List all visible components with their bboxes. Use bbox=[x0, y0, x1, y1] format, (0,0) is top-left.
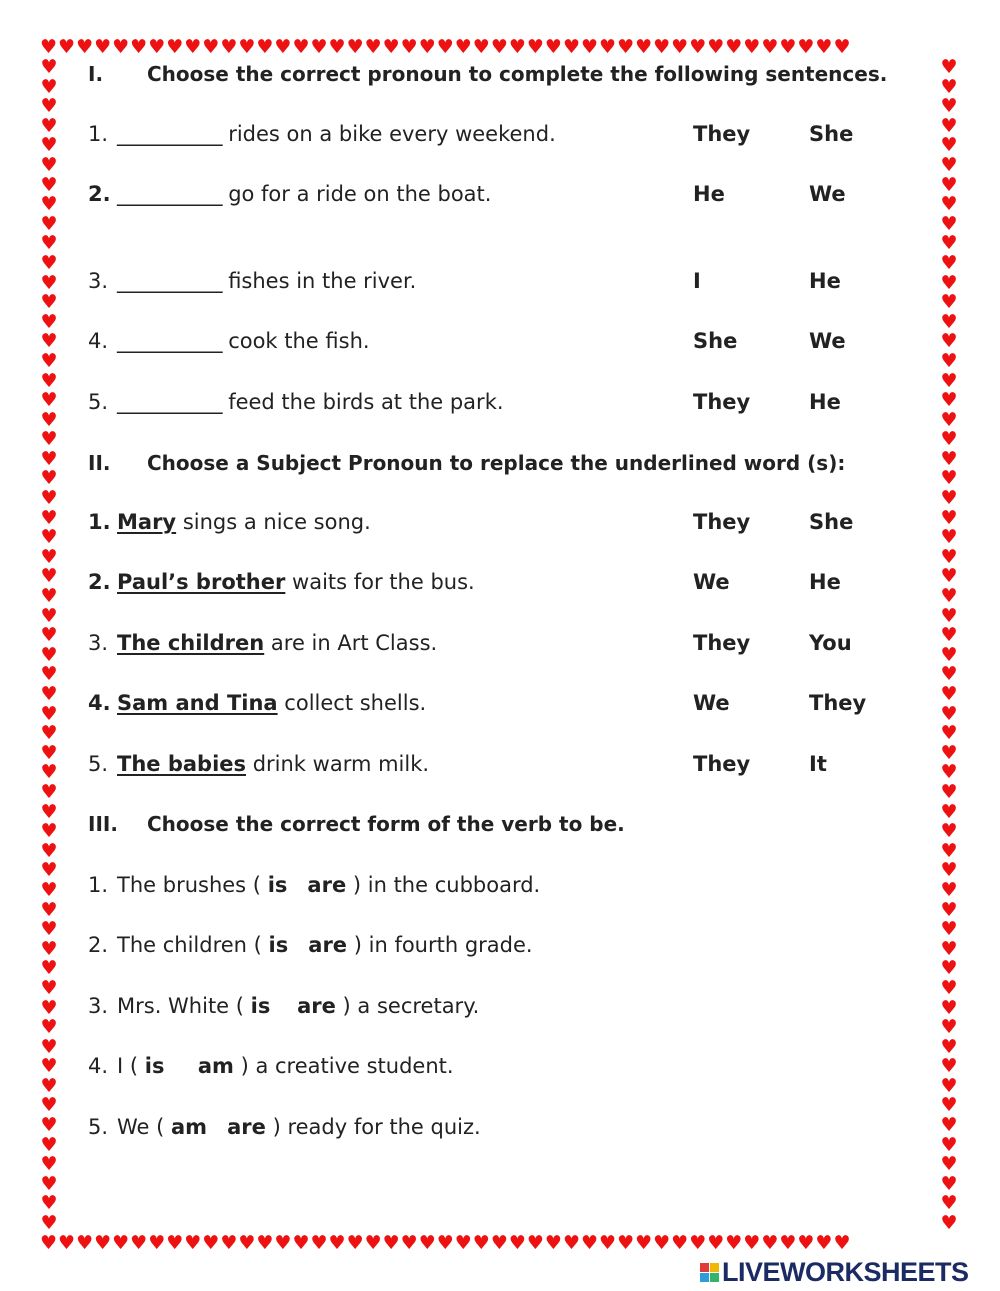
option-2[interactable]: We bbox=[809, 182, 846, 206]
heart-icon: ♥ bbox=[940, 722, 958, 745]
heart-border-left bbox=[38, 58, 60, 1234]
heart-icon: ♥ bbox=[40, 1153, 58, 1176]
question-text: The children ( is are ) in fourth grade. bbox=[117, 933, 533, 957]
heart-icon: ♥ bbox=[940, 95, 958, 118]
heart-icon: ♥ bbox=[940, 1035, 958, 1058]
heart-icon: ♥ bbox=[40, 996, 58, 1019]
logo-square bbox=[700, 1273, 709, 1282]
question-text: The brushes ( is are ) in the cubboard. bbox=[117, 873, 541, 897]
heart-icon: ♥ bbox=[940, 193, 958, 216]
section-3-heading bbox=[88, 808, 888, 840]
option-1[interactable]: They bbox=[693, 122, 751, 146]
option-1[interactable]: We bbox=[693, 691, 730, 715]
heart-icon: ♥ bbox=[940, 526, 958, 549]
heart-icon: ♥ bbox=[940, 839, 958, 862]
section-2-heading bbox=[88, 447, 888, 479]
heart-icon: ♥ bbox=[940, 153, 958, 176]
heart-icon: ♥ bbox=[40, 1035, 58, 1058]
heart-icon: ♥ bbox=[40, 1172, 58, 1195]
s3-question-2 bbox=[88, 929, 888, 961]
s1-question-1 bbox=[88, 118, 888, 150]
section-3-numeral: III. bbox=[88, 812, 118, 836]
option-2[interactable]: We bbox=[809, 329, 846, 353]
answer-blank[interactable]: ___________ bbox=[117, 269, 222, 293]
question-text: ___________ cook the fish. bbox=[117, 329, 370, 353]
heart-icon: ♥ bbox=[940, 114, 958, 137]
heart-icon: ♥ bbox=[940, 1172, 958, 1195]
s2-question-5 bbox=[88, 748, 888, 780]
choice-1[interactable]: is bbox=[267, 873, 288, 897]
question-number: 1. bbox=[88, 122, 109, 146]
option-1[interactable]: We bbox=[693, 570, 730, 594]
logo-square bbox=[710, 1273, 719, 1282]
question-text: ___________ rides on a bike every weekend. bbox=[117, 122, 556, 146]
heart-icon: ♥ bbox=[40, 1074, 58, 1097]
heart-icon: ♥ bbox=[940, 310, 958, 333]
logo-square bbox=[700, 1263, 709, 1272]
heart-icon: ♥ bbox=[940, 1055, 958, 1078]
heart-icon: ♥ bbox=[40, 95, 58, 118]
heart-icon: ♥ bbox=[40, 800, 58, 823]
heart-icon: ♥ bbox=[40, 467, 58, 490]
heart-icon: ♥ bbox=[40, 878, 58, 901]
heart-icon: ♥ bbox=[40, 408, 58, 431]
option-1[interactable]: They bbox=[693, 752, 751, 776]
heart-icon: ♥ bbox=[940, 761, 958, 784]
heart-icon: ♥ bbox=[940, 1094, 958, 1117]
answer-blank[interactable]: ___________ bbox=[117, 329, 222, 353]
heart-icon: ♥ bbox=[940, 369, 958, 392]
heart-icon: ♥ bbox=[940, 1114, 958, 1137]
answer-blank[interactable]: ___________ bbox=[117, 390, 222, 414]
heart-icon: ♥ bbox=[940, 957, 958, 980]
question-text: We ( am are ) ready for the quiz. bbox=[117, 1115, 481, 1139]
heart-icon: ♥ bbox=[940, 75, 958, 98]
heart-icon: ♥ bbox=[940, 271, 958, 294]
heart-icon: ♥ bbox=[940, 408, 958, 431]
option-2[interactable]: He bbox=[809, 570, 841, 594]
option-1[interactable]: They bbox=[693, 510, 751, 534]
section-2-numeral: II. bbox=[88, 451, 111, 475]
heart-icon: ♥ bbox=[940, 1153, 958, 1176]
heart-icon: ♥ bbox=[940, 487, 958, 510]
question-number: 5. bbox=[88, 390, 109, 414]
question-number: 1. bbox=[88, 510, 111, 534]
heart-icon: ♥ bbox=[940, 173, 958, 196]
question-number: 4. bbox=[88, 1054, 109, 1078]
heart-icon: ♥ bbox=[40, 585, 58, 608]
question-text: Paul’s brother waits for the bus. bbox=[117, 570, 475, 594]
option-2[interactable]: He bbox=[809, 269, 841, 293]
option-2[interactable]: You bbox=[809, 631, 852, 655]
heart-border-top: ♥♥♥♥♥♥♥♥♥♥♥♥♥♥♥♥♥♥♥♥♥♥♥♥♥♥♥♥♥♥♥♥♥♥♥♥♥♥♥♥♥♥♥♥♥ bbox=[40, 38, 852, 58]
heart-icon: ♥ bbox=[940, 330, 958, 353]
heart-icon: ♥ bbox=[40, 173, 58, 196]
heart-icon: ♥ bbox=[40, 271, 58, 294]
answer-blank[interactable]: ___________ bbox=[117, 182, 222, 206]
heart-icon: ♥ bbox=[40, 545, 58, 568]
question-number: 2. bbox=[88, 570, 111, 594]
s1-question-2 bbox=[88, 178, 888, 210]
heart-icon: ♥ bbox=[40, 780, 58, 803]
section-3-title: Choose the correct form of the verb to be. bbox=[147, 812, 625, 836]
heart-icon: ♥ bbox=[940, 134, 958, 157]
section-2-title: Choose a Subject Pronoun to replace the underlined word (s): bbox=[147, 451, 846, 475]
section-1-heading bbox=[88, 58, 888, 90]
s3-question-5 bbox=[88, 1111, 888, 1143]
option-2[interactable]: She bbox=[809, 510, 854, 534]
heart-icon: ♥ bbox=[940, 467, 958, 490]
question-number: 3. bbox=[88, 269, 109, 293]
logo-square bbox=[710, 1263, 719, 1272]
heart-icon: ♥ bbox=[40, 251, 58, 274]
heart-icon: ♥ bbox=[940, 859, 958, 882]
question-text: Mary sings a nice song. bbox=[117, 510, 371, 534]
question-text: The children are in Art Class. bbox=[117, 631, 438, 655]
answer-blank[interactable]: ___________ bbox=[117, 122, 222, 146]
s2-question-4 bbox=[88, 687, 888, 719]
s3-question-4 bbox=[88, 1050, 888, 1082]
heart-icon: ♥ bbox=[40, 291, 58, 314]
question-text: Mrs. White ( is are ) a secretary. bbox=[117, 994, 480, 1018]
option-1[interactable]: They bbox=[693, 631, 751, 655]
question-number: 4. bbox=[88, 691, 111, 715]
heart-icon: ♥ bbox=[40, 937, 58, 960]
heart-icon: ♥ bbox=[940, 976, 958, 999]
heart-icon: ♥ bbox=[40, 1055, 58, 1078]
question-text: ___________ fishes in the river. bbox=[117, 269, 417, 293]
heart-icon: ♥ bbox=[40, 526, 58, 549]
heart-icon: ♥ bbox=[940, 1212, 958, 1234]
heart-icon: ♥ bbox=[940, 1133, 958, 1156]
question-number: 2. bbox=[88, 933, 109, 957]
heart-icon: ♥ bbox=[940, 702, 958, 725]
heart-icon: ♥ bbox=[40, 487, 58, 510]
heart-icon: ♥ bbox=[940, 624, 958, 647]
underlined-subject: Sam and Tina bbox=[117, 691, 278, 715]
heart-icon: ♥ bbox=[940, 898, 958, 921]
heart-icon: ♥ bbox=[940, 604, 958, 627]
heart-icon: ♥ bbox=[940, 1016, 958, 1039]
heart-icon: ♥ bbox=[40, 330, 58, 353]
heart-icon: ♥ bbox=[940, 937, 958, 960]
heart-icon: ♥ bbox=[40, 839, 58, 862]
heart-icon: ♥ bbox=[40, 741, 58, 764]
heart-icon: ♥ bbox=[40, 232, 58, 255]
heart-icon: ♥ bbox=[40, 663, 58, 686]
heart-icon: ♥ bbox=[940, 58, 958, 78]
heart-icon: ♥ bbox=[940, 800, 958, 823]
s1-question-3 bbox=[88, 265, 888, 297]
option-1[interactable]: He bbox=[693, 182, 725, 206]
heart-icon: ♥ bbox=[940, 878, 958, 901]
heart-icon: ♥ bbox=[40, 624, 58, 647]
heart-icon: ♥ bbox=[940, 447, 958, 470]
heart-icon: ♥ bbox=[940, 545, 958, 568]
heart-icon: ♥ bbox=[40, 193, 58, 216]
choice-1[interactable]: am bbox=[171, 1115, 208, 1139]
s2-question-3 bbox=[88, 627, 888, 659]
heart-icon: ♥ bbox=[40, 898, 58, 921]
heart-icon: ♥ bbox=[40, 389, 58, 412]
heart-icon: ♥ bbox=[40, 761, 58, 784]
question-text: I ( is am ) a creative student. bbox=[117, 1054, 454, 1078]
heart-icon: ♥ bbox=[40, 565, 58, 588]
heart-icon: ♥ bbox=[40, 506, 58, 529]
heart-icon: ♥ bbox=[940, 741, 958, 764]
s1-question-5 bbox=[88, 386, 888, 418]
heart-border-right bbox=[938, 58, 960, 1234]
choice-2[interactable]: am bbox=[197, 1054, 234, 1078]
heart-icon: ♥ bbox=[40, 643, 58, 666]
heart-icon: ♥ bbox=[40, 957, 58, 980]
heart-icon: ♥ bbox=[940, 232, 958, 255]
heart-icon: ♥ bbox=[940, 428, 958, 451]
section-1-title: Choose the correct pronoun to complete the following sentences. bbox=[147, 62, 888, 86]
option-2[interactable]: He bbox=[809, 390, 841, 414]
question-number: 3. bbox=[88, 631, 109, 655]
choice-1[interactable]: is bbox=[144, 1054, 165, 1078]
heart-border-bottom: ♥♥♥♥♥♥♥♥♥♥♥♥♥♥♥♥♥♥♥♥♥♥♥♥♥♥♥♥♥♥♥♥♥♥♥♥♥♥♥♥♥♥♥♥♥ bbox=[40, 1234, 852, 1254]
heart-icon: ♥ bbox=[40, 75, 58, 98]
underlined-subject: Mary bbox=[117, 510, 177, 534]
heart-icon: ♥ bbox=[40, 447, 58, 470]
option-2[interactable]: She bbox=[809, 122, 854, 146]
heart-icon: ♥ bbox=[40, 369, 58, 392]
heart-icon: ♥ bbox=[40, 683, 58, 705]
question-text: The babies drink warm milk. bbox=[117, 752, 430, 776]
heart-icon: ♥ bbox=[40, 1094, 58, 1117]
s3-question-1 bbox=[88, 869, 888, 901]
heart-icon: ♥ bbox=[940, 780, 958, 803]
choice-2[interactable]: are bbox=[307, 873, 347, 897]
option-1[interactable]: She bbox=[693, 329, 738, 353]
logo-mark-icon bbox=[700, 1263, 719, 1282]
heart-icon: ♥ bbox=[40, 134, 58, 157]
heart-icon: ♥ bbox=[940, 565, 958, 588]
heart-icon: ♥ bbox=[940, 349, 958, 372]
heart-icon: ♥ bbox=[40, 1192, 58, 1215]
heart-icon: ♥ bbox=[40, 859, 58, 882]
option-2[interactable]: They bbox=[809, 691, 867, 715]
heart-icon: ♥ bbox=[40, 58, 58, 78]
underlined-subject: Paul’s brother bbox=[117, 570, 286, 594]
heart-icon: ♥ bbox=[40, 722, 58, 745]
heart-icon: ♥ bbox=[940, 918, 958, 941]
choice-2[interactable]: are bbox=[297, 994, 336, 1018]
heart-icon: ♥ bbox=[940, 1074, 958, 1097]
heart-icon: ♥ bbox=[940, 643, 958, 666]
question-number: 4. bbox=[88, 329, 109, 353]
section-1-numeral: I. bbox=[88, 62, 104, 86]
heart-icon: ♥ bbox=[40, 1016, 58, 1039]
choice-2[interactable]: are bbox=[227, 1115, 266, 1139]
heart-icon: ♥ bbox=[40, 349, 58, 372]
heart-icon: ♥ bbox=[940, 996, 958, 1019]
heart-icon: ♥ bbox=[40, 702, 58, 725]
choice-1[interactable]: is bbox=[250, 994, 271, 1018]
underlined-subject: The babies bbox=[117, 752, 247, 776]
question-number: 1. bbox=[88, 873, 109, 897]
question-number: 3. bbox=[88, 994, 109, 1018]
heart-icon: ♥ bbox=[940, 585, 958, 608]
heart-icon: ♥ bbox=[40, 212, 58, 235]
choice-2[interactable]: are bbox=[308, 933, 348, 957]
heart-icon: ♥ bbox=[40, 428, 58, 451]
s1-question-4 bbox=[88, 325, 888, 357]
option-1[interactable]: They bbox=[693, 390, 751, 414]
s2-question-1 bbox=[88, 506, 888, 538]
heart-icon: ♥ bbox=[40, 310, 58, 333]
heart-icon: ♥ bbox=[40, 1133, 58, 1156]
question-number: 5. bbox=[88, 1115, 109, 1139]
logo-text: LIVEWORKSHEETS bbox=[722, 1256, 969, 1287]
s2-question-2 bbox=[88, 566, 888, 598]
heart-icon: ♥ bbox=[40, 1114, 58, 1137]
s3-question-3 bbox=[88, 990, 888, 1022]
heart-icon: ♥ bbox=[940, 212, 958, 235]
liveworksheets-logo[interactable] bbox=[700, 1258, 969, 1286]
heart-icon: ♥ bbox=[40, 114, 58, 137]
heart-icon: ♥ bbox=[940, 820, 958, 843]
choice-1[interactable]: is bbox=[268, 933, 289, 957]
question-text: ___________ feed the birds at the park. bbox=[117, 390, 504, 414]
question-number: 2. bbox=[88, 182, 111, 206]
heart-icon: ♥ bbox=[940, 506, 958, 529]
heart-icon: ♥ bbox=[940, 251, 958, 274]
heart-icon: ♥ bbox=[940, 663, 958, 686]
question-number: 5. bbox=[88, 752, 109, 776]
heart-icon: ♥ bbox=[40, 918, 58, 941]
heart-icon: ♥ bbox=[40, 820, 58, 843]
heart-icon: ♥ bbox=[940, 389, 958, 412]
heart-icon: ♥ bbox=[40, 604, 58, 627]
heart-icon: ♥ bbox=[940, 683, 958, 705]
heart-icon: ♥ bbox=[40, 976, 58, 999]
option-2[interactable]: It bbox=[809, 752, 827, 776]
heart-icon: ♥ bbox=[940, 291, 958, 314]
question-text: Sam and Tina collect shells. bbox=[117, 691, 427, 715]
question-text: ___________ go for a ride on the boat. bbox=[117, 182, 492, 206]
underlined-subject: The children bbox=[117, 631, 265, 655]
option-1[interactable]: I bbox=[693, 269, 701, 293]
heart-icon: ♥ bbox=[40, 1212, 58, 1234]
heart-icon: ♥ bbox=[940, 1192, 958, 1215]
heart-icon: ♥ bbox=[40, 153, 58, 176]
